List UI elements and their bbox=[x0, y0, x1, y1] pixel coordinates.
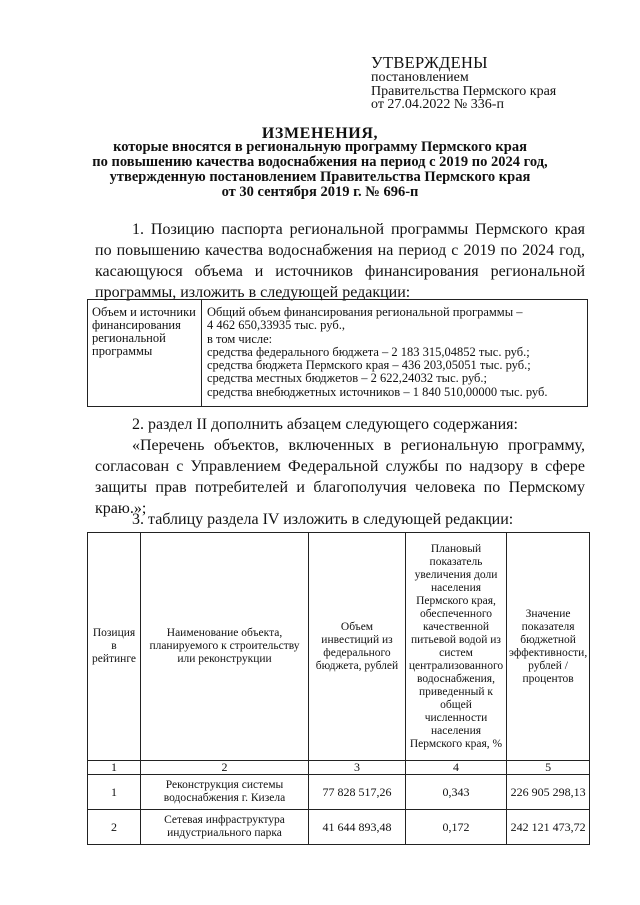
item-3-paragraph: 3. таблицу раздела IV изложить в следующей редакции: bbox=[132, 511, 514, 528]
item-2-paragraph: 2. раздел II дополнить абзацем следующего содержания: bbox=[132, 416, 518, 433]
item-2-quote: «Перечень объектов, включенных в региональную программу, согласован с Управлением Федеральной службы по надзору в сфере защиты прав потребителей и благополучия человека по Пермскому краю.»; bbox=[95, 437, 585, 517]
header-position: Позиция в рейтинге bbox=[88, 533, 141, 761]
financing-label: Объем и источники финансирования региональной программы bbox=[88, 300, 202, 406]
approval-stamp bbox=[371, 54, 556, 112]
cell-population-share: 0,172 bbox=[406, 810, 507, 845]
column-number: 1 bbox=[88, 761, 141, 775]
table-row bbox=[88, 775, 590, 810]
header-population-share: Плановый показатель увеличения доли населения Пермского края, обеспеченного качественной питьевой водой из систем централизованного водоснабжения, приведенный к общей численности населения Пермского края, % bbox=[406, 533, 507, 761]
cell-object-name: Реконструкция системы водоснабжения г. Кизела bbox=[141, 775, 309, 810]
objects-table bbox=[87, 532, 590, 845]
subtitle-line: по повышению качества водоснабжения на период с 2019 по 2024 год, bbox=[92, 154, 548, 170]
cell-population-share: 0,343 bbox=[406, 775, 507, 810]
header-efficiency: Значение показателя бюджетной эффективности, рублей / процентов bbox=[507, 533, 590, 761]
cell-object-name: Сетевая инфраструктура индустриального парка bbox=[141, 810, 309, 845]
approval-heading: УТВЕРЖДЕНЫ bbox=[371, 53, 488, 72]
column-number: 3 bbox=[309, 761, 406, 775]
document-title: ИЗМЕНЕНИЯ, bbox=[261, 125, 379, 142]
cell-investment: 77 828 517,26 bbox=[309, 775, 406, 810]
subtitle-line: которые вносятся в региональную программу Пермского края bbox=[113, 139, 527, 155]
cell-position: 2 bbox=[88, 810, 141, 845]
table-number-row bbox=[88, 761, 590, 775]
table-header-row bbox=[88, 533, 590, 761]
approval-line: постановлением bbox=[371, 70, 469, 85]
subtitle-line: утвержденную постановлением Правительства Пермского края bbox=[109, 169, 531, 185]
header-investment: Объем инвестиций из федерального бюджета, рублей bbox=[309, 533, 406, 761]
table-row bbox=[88, 810, 590, 845]
financing-line: Общий объем финансирования региональной программы – bbox=[207, 305, 523, 319]
column-number: 4 bbox=[406, 761, 507, 775]
document-subtitle bbox=[60, 140, 580, 200]
approval-date: от 27.04.2022 № 336-п bbox=[371, 97, 504, 112]
financing-line: 4 462 650,33935 тыс. руб., bbox=[207, 318, 345, 333]
header-object-name: Наименование объекта, планируемого к строительству или реконструкции bbox=[141, 533, 309, 761]
financing-table bbox=[87, 299, 588, 407]
financing-line: в том числе: bbox=[207, 331, 273, 346]
cell-efficiency: 242 121 473,72 bbox=[507, 810, 590, 845]
cell-position: 1 bbox=[88, 775, 141, 810]
financing-line: средства бюджета Пермского края – 436 203,05051 тыс. руб.; bbox=[207, 358, 531, 373]
cell-efficiency: 226 905 298,13 bbox=[507, 775, 590, 810]
financing-line: средства местных бюджетов – 2 622,24032 тыс. руб.; bbox=[207, 371, 488, 386]
item-1-paragraph: 1. Позицию паспорта региональной программы Пермского края по повышению качества водоснабжения на период с 2019 по 2024 год, касающуюся объема и источников финансирования региональной программы, изложить в следующей редакции: bbox=[95, 221, 585, 301]
column-number: 2 bbox=[141, 761, 309, 775]
financing-line: средства внебюджетных источников – 1 840 510,00000 тыс. руб. bbox=[207, 384, 548, 399]
financing-line: средства федерального бюджета – 2 183 315,04852 тыс. руб.; bbox=[207, 344, 530, 359]
column-number: 5 bbox=[507, 761, 590, 775]
subtitle-line: от 30 сентября 2019 г. № 696-п bbox=[221, 184, 419, 200]
cell-investment: 41 644 893,48 bbox=[309, 810, 406, 845]
financing-details bbox=[202, 300, 587, 406]
approval-line: Правительства Пермского края bbox=[371, 83, 557, 99]
